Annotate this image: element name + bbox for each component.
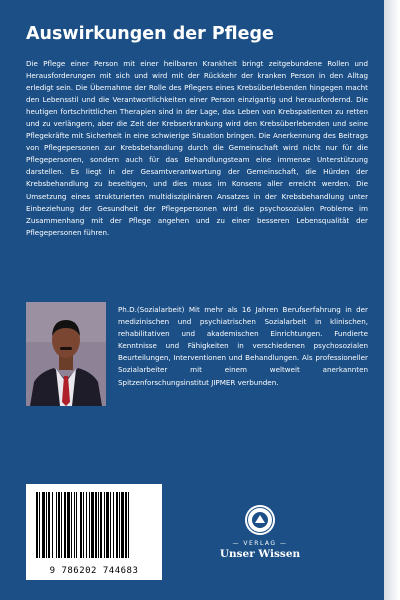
barcode-bar: [95, 492, 97, 558]
barcode-bar: [113, 492, 114, 558]
barcode-bar: [74, 492, 75, 558]
barcode-bar: [46, 492, 47, 558]
barcode-bar: [52, 492, 53, 558]
barcode-bar: [119, 492, 120, 558]
barcode-bar: [125, 492, 127, 558]
barcode-bar: [104, 492, 105, 558]
author-bio: Ph.D.(Sozialarbeit) Mit mehr als 16 Jahren Berufserfahrung in der medizinischen und psychiatrischen Sozialarbeit in klinischen, rehabilitativen und akademischen Einrichtungen. Fundierte Kenntnisse und Fähigkeiten in verschiedenen psychosozialen Beurteilungen, Interventionen und Behandlungen. Als professioneller Sozialarbeiter mit einem weltweit anerkannten Spitzenforschungsinstitut JIPMER verbunden.: [118, 305, 368, 387]
barcode-bar: [64, 492, 66, 558]
barcode-bar: [71, 492, 72, 558]
barcode-bar: [110, 492, 111, 558]
barcode-bar: [116, 492, 118, 558]
book-description: Die Pflege einer Person mit einer heilbaren Krankheit bringt zeitgebundene Rollen und Herausforderungen mit sich und wird mit der Rückkehr der kranken Person in den Alltag erledigt sein. Die Übernahme der Rolle des Pflegers eines Krebsüberlebenden hingegen macht den Lebensstil und die Verantwortlichkeiten einer Person einzigartig und herausfordernd. Die heutigen fortschrittlichen Therapien sind in der Lage, das Leben von Krebspatienten zu retten und zu verlängern, aber die Zeit der Krebserkrankung wird den Krebsüberlebenden und seine Pflegekräfte mit Sicherheit in eine schwierige Situation bringen. Die Anerkennung des Beitrags von Pflegepersonen zur Krebsbehandlung durch die Gemeinschaft wird nicht nur für die Pflegepersonen, sondern auch für das Behandlungsteam eine immense Unterstützung darstellen. Es liegt in der Gesamtverantwortung der Gemeinschaft, die Hürden der Krebsbehandlung zu beseitigen, und dies muss im Konsens aller erreicht werden. Die Umsetzung eines strukturierten multidisziplinären Ansatzes in der Krebsbehandlung unter Einbeziehung der Gesundheit der Pflegepersonen wird die psychosozialen Probleme im Zusammenhang mit der Pflege angehen und zu einer besseren Lebensqualität der Pflegepersonen führen.: [26, 59, 368, 237]
barcode-bar: [61, 492, 62, 558]
barcode-bar: [36, 492, 38, 558]
book-title: Auswirkungen der Pflege: [26, 24, 274, 44]
barcode-bar: [83, 492, 84, 558]
barcode-bar: [98, 492, 99, 558]
author-photo: [26, 302, 106, 406]
author-portrait-icon: [26, 302, 106, 406]
barcode-bar: [91, 492, 94, 558]
barcode-bar: [100, 492, 102, 558]
isbn-number: 9 786202 744683: [49, 566, 139, 576]
barcode-bar: [121, 492, 124, 558]
barcode-icon: [26, 484, 162, 568]
barcode-bar: [67, 492, 70, 558]
barcode-bar: [106, 492, 109, 558]
barcode-bar: [86, 492, 87, 558]
page-edge: [384, 0, 400, 600]
barcode-bar: [128, 492, 129, 558]
publisher-seal-icon: [244, 504, 276, 536]
publisher-logo: [214, 504, 306, 564]
barcode-bar: [48, 492, 50, 558]
barcode-bar: [89, 492, 90, 558]
barcode-bar: [58, 492, 60, 558]
barcode-bar: [56, 492, 57, 558]
barcode-bar: [42, 492, 45, 558]
barcode-bar: [76, 492, 77, 558]
barcode: [26, 484, 162, 580]
barcode-bar: [80, 492, 82, 558]
barcode-bar: [39, 492, 40, 558]
publisher-name: Unser Wissen: [219, 548, 301, 560]
publisher-label: — VERLAG —: [232, 540, 288, 547]
